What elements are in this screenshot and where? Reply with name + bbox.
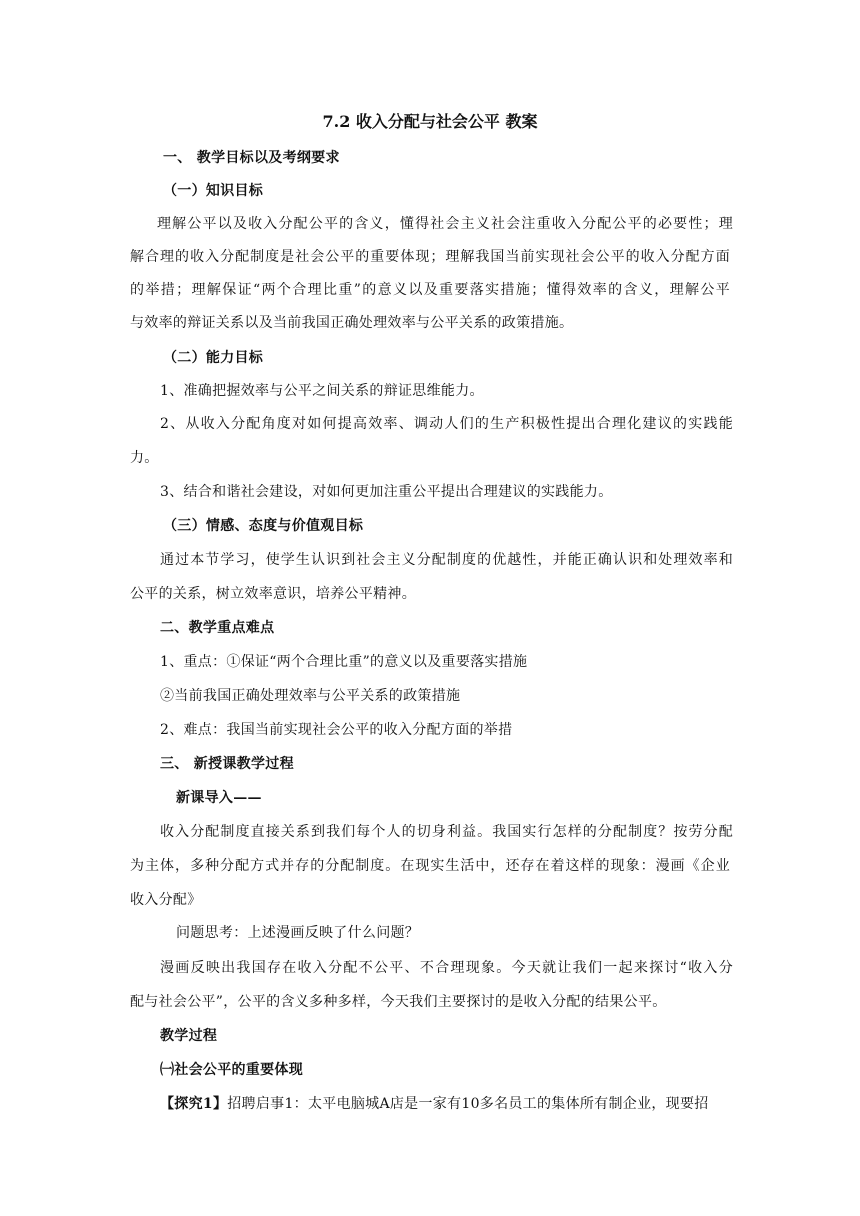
section-heading-2: 二、教学重点难点 bbox=[160, 620, 275, 636]
subheading-values: （三）情感、态度与价值观目标 bbox=[163, 518, 364, 534]
paragraph-line: 通过本节学习，使学生认识到社会主义分配制度的优越性，并能正确认识和处理效率和 bbox=[160, 552, 733, 568]
section-heading-1: 一、 教学目标以及考纲要求 bbox=[163, 150, 340, 166]
paragraph-line: 公平的关系，树立效率意识，培养公平精神。 bbox=[130, 586, 416, 602]
subheading-ability: （二）能力目标 bbox=[163, 350, 264, 366]
list-item: 2、难点：我国当前实现社会公平的收入分配方面的举措 bbox=[160, 722, 513, 738]
list-item: 2、从收入分配角度对如何提高效率、调动人们的生产积极性提出合理化建议的实践能 bbox=[160, 416, 733, 432]
explore-label: 【探究1】 bbox=[160, 1096, 228, 1112]
section-heading-3: 三、 新授课教学过程 bbox=[160, 756, 294, 772]
paragraph-line: 收入分配制度直接关系到我们每个人的切身利益。我国实行怎样的分配制度？按劳分配 bbox=[160, 824, 733, 840]
subheading-process: 教学过程 bbox=[160, 1028, 218, 1044]
paragraph-line: 与效率的辩证关系以及当前我国正确处理效率与公平关系的政策措施。 bbox=[130, 315, 574, 331]
subheading-knowledge: （一）知识目标 bbox=[163, 183, 264, 199]
explore-text: 招聘启事1：太平电脑城A店是一家有10多名员工的集体所有制企业，现要招 bbox=[227, 1096, 709, 1112]
paragraph-line: 解合理的收入分配制度是社会公平的重要体现；理解我国当前实现社会公平的收入分配方面 bbox=[130, 249, 730, 265]
paragraph-line: 力。 bbox=[130, 450, 159, 466]
explore-line bbox=[160, 1093, 709, 1115]
paragraph-line: 收入分配》 bbox=[130, 892, 202, 908]
list-item: 1、重点：①保证“两个合理比重”的意义以及重要落实措施 bbox=[160, 654, 528, 670]
list-item: ②当前我国正确处理效率与公平关系的政策措施 bbox=[160, 688, 461, 704]
list-item: 1、准确把握效率与公平之间关系的辩证思维能力。 bbox=[160, 383, 484, 399]
paragraph-line: 漫画反映出我国存在收入分配不公平、不合理现象。今天就让我们一起来探讨“收入分 bbox=[160, 960, 733, 976]
paragraph-line: 理解公平以及收入分配公平的含义，懂得社会主义社会注重收入分配公平的必要性；理 bbox=[157, 216, 733, 232]
question-line: 问题思考：上述漫画反映了什么问题？ bbox=[176, 925, 420, 941]
subheading-fairness: ㈠社会公平的重要体现 bbox=[160, 1062, 303, 1078]
subheading-intro: 新课导入—— bbox=[176, 790, 262, 806]
paragraph-line: 为主体，多种分配方式并存的分配制度。在现实生活中，还存在着这样的现象：漫画《企业 bbox=[130, 858, 730, 874]
paragraph-line: 配与社会公平”，公平的含义多种多样，今天我们主要探讨的是收入分配的结果公平。 bbox=[130, 994, 667, 1010]
document-title: 7.2 收入分配与社会公平 教案 bbox=[322, 112, 538, 131]
list-item: 3、结合和谐社会建设，对如何更加注重公平提出合理建议的实践能力。 bbox=[160, 484, 613, 500]
paragraph-line: 的举措；理解保证“两个合理比重”的意义以及重要落实措施；懂得效率的含义，理解公平 bbox=[130, 282, 730, 298]
